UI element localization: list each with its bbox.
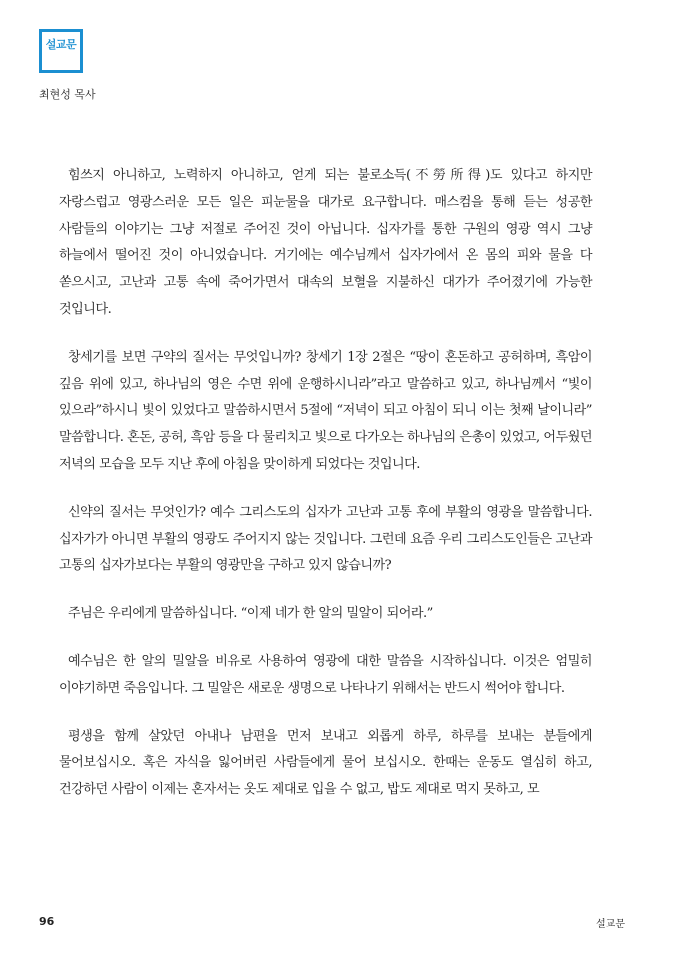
paragraph: 힘쓰지 아니하고, 노력하지 아니하고, 얻게 되는 불로소득(不勞所得)도 있다고 하지만 자랑스럽고 영광스러운 모든 일은 피눈물을 대가로 요구합니다. 매스컴을 통해 듣는 성공한 사람들의 이야기는 그냥 저절로 주어진 것이 아닙니다. 십자가를 통한 구원의 영광 역시 그냥 하늘에서 떨어진 것이 아니었습니다. 거기에는 예수님께서 십자가에서 온 몸의 피와 물을 다 쏟으시고, 고난과 고통 속에 죽어가면서 대속의 보혈을 지불하신 대가가 주어졌기에 가능한 것입니다.	[59, 168, 592, 317]
section-badge	[39, 29, 83, 73]
sermon-body	[59, 163, 592, 825]
paragraph: 창세기를 보면 구약의 질서는 무엇입니까? 창세기 1장 2절은 “땅이 혼돈하고 공허하며, 흑암이 깊음 위에 있고, 하나님의 영은 수면 위에 운행하시니라”라고 말씀하고 있고, 하나님께서 “빛이 있으라”하시니 빛이 있었다고 말씀하시면서 5절에 “저녁이 되고 아침이 되니 이는 첫째 날이니라” 말씀합니다. 혼돈, 공허, 흑암 등을 다 물리치고 빛으로 다가오는 하나님의 은총이 있었고, 어두웠던 저녁의 모습을 모두 지난 후에 아침을 맞이하게 되었다는 것입니다.	[59, 349, 592, 472]
author-name: 최현성 목사	[39, 88, 96, 101]
paragraph: 주님은 우리에게 말씀하십니다. “이제 네가 한 알의 밀알이 되어라.”	[68, 606, 433, 622]
section-badge-label: 설교문	[45, 38, 77, 51]
page-number: 96	[39, 915, 55, 928]
footer-section-label: 설교문	[596, 919, 625, 930]
paragraph: 신약의 질서는 무엇인가? 예수 그리스도의 십자가 고난과 고통 후에 부활의 영광을 말씀합니다. 십자가가 아니면 부활의 영광도 주어지지 않는 것입니다. 그런데 요즘 우리 그리스도인들은 고난과 고통의 십자가보다는 부활의 영광만을 구하고 있지 않습니까?	[59, 504, 592, 574]
paragraph: 평생을 함께 살았던 아내나 남편을 먼저 보내고 외롭게 하루, 하루를 보내는 분들에게 물어보십시오. 혹은 자식을 잃어버린 사람들에게 물어 보십시오. 한때는 운동도 열심히 하고, 건강하던 사람이 이제는 혼자서는 옷도 제대로 입을 수 없고, 밥도 제대로 먹지 못하고, 모	[59, 728, 592, 798]
paragraph: 예수님은 한 알의 밀알을 비유로 사용하여 영광에 대한 말씀을 시작하십니다. 이것은 엄밀히 이야기하면 죽음입니다. 그 밀알은 새로운 생명으로 나타나기 위해서는 반드시 썩어야 합니다.	[59, 653, 592, 696]
